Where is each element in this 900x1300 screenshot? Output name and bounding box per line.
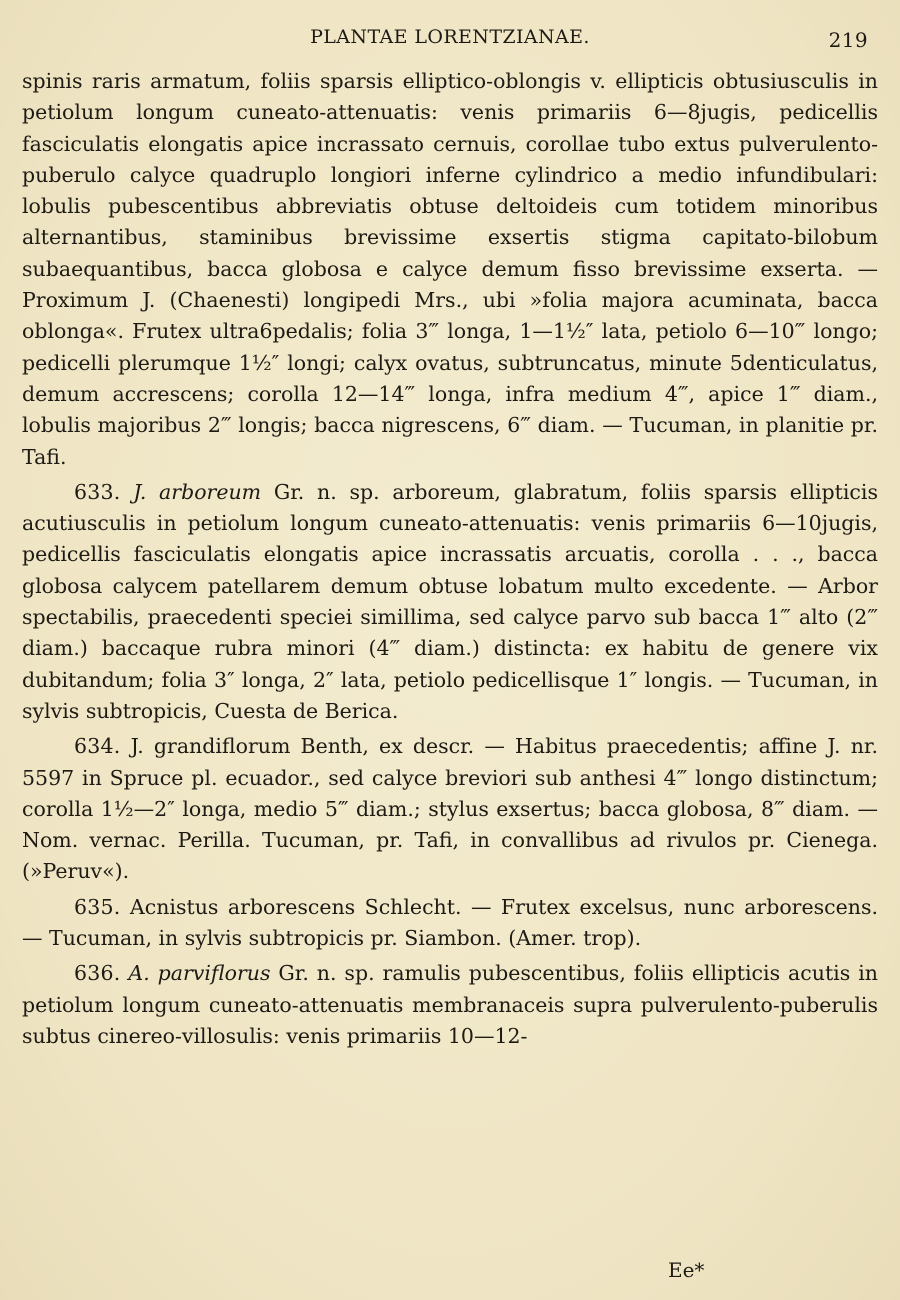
species-description: Acnistus arborescens Schlecht. — Frutex excelsus, nunc arborescens. — Tucuman, in sylvis subtropicis pr. Siambon. (Amer. trop). — [22, 894, 878, 951]
species-number: 636. — [74, 961, 121, 986]
running-title: PLANTAE LORENTZIANAE. — [310, 26, 590, 48]
running-head — [22, 22, 878, 54]
signature-mark: Ee* — [668, 1258, 705, 1282]
species-entry-636 — [22, 958, 878, 1052]
species-number: 634. — [74, 734, 121, 759]
species-name: A. parviflorus — [128, 961, 271, 986]
species-entry-635 — [22, 892, 878, 955]
body-text — [22, 66, 878, 1052]
page-number: 219 — [828, 28, 868, 52]
species-description: Gr. n. sp. ramulis pubescentibus, foliis ellipticis acutis in petiolum longum cuneato-attenuatis membranaceis supra pulverulento-puberulis subtus cinereo-villosulis: venis primariis 10—12- — [22, 961, 878, 1048]
species-number: 635. — [74, 894, 121, 919]
species-description: J. grandiflorum Benth, ex descr. — Habitus praecedentis; affine J. nr. 5597 in Spruce pl. ecuador., sed calyce breviori sub anthesi 4‴ longo distinctum; corolla 1½—2″ longa, medio 5‴ diam.; stylus exsertus; bacca globosa, 8‴ diam. — Nom. vernac. Perilla. Tucuman, pr. Tafi, in convallibus ad rivulos pr. Cienega. (»Peruv«). — [22, 734, 878, 884]
paragraph-text: spinis raris armatum, foliis sparsis elliptico-oblongis v. ellipticis obtusiusculis in petiolum longum cuneato-attenuatis: venis primariis 6—8jugis, pedicellis fasciculatis elongatis apice incrassato cernuis, corollae tubo extus pulverulento-puberulo calyce quadruplo longiori inferne cylindrico a medio infundibulari: lobulis pubescentibus abbreviatis obtuse deltoideis cum totidem minoribus alternantibus, staminibus brevissime exsertis stigma capitato-bilobum subaequantibus, bacca globosa e calyce demum fisso brevissime exserta. — Proximum J. (Chaenesti) longipedi Mrs., ubi »folia majora acuminata, bacca oblonga«. Frutex ultra6pedalis; folia 3‴ longa, 1—1½″ lata, petiolo 6—10‴ longo; pedicelli plerumque 1½″ longi; calyx ovatus, subtruncatus, minute 5denticulatus, demum accrescens; corolla 12—14‴ longa, infra medium 4‴, apice 1‴ diam., lobulis majoribus 2‴ longis; bacca nigrescens, 6‴ diam. — Tucuman, in planitie pr. Tafi. — [22, 69, 878, 469]
species-entry-633 — [22, 477, 878, 727]
paragraph-continuation — [22, 66, 878, 473]
species-name: J. arboreum — [133, 479, 262, 504]
species-number: 633. — [74, 479, 121, 504]
species-description: Gr. n. sp. arboreum, glabratum, foliis sparsis ellipticis acutiusculis in petiolum longum cuneato-attenuatis: venis primariis 6—10jugis, pedicellis fasciculatis elongatis apice incrassatis arcuatis, corolla . . ., bacca globosa calycem patellarem demum obtuse lobatum multo excedente. — Arbor spectabilis, praecedenti speciei simillima, sed calyce parvo sub bacca 1‴ alto (2‴ diam.) baccaque rubra minori (4‴ diam.) distincta: ex habitu de genere vix dubitandum; folia 3″ longa, 2″ lata, petiolo pedicellisque 1″ longis. — Tucuman, in sylvis subtropicis, Cuesta de Berica. — [22, 479, 878, 723]
species-entry-634 — [22, 731, 878, 887]
